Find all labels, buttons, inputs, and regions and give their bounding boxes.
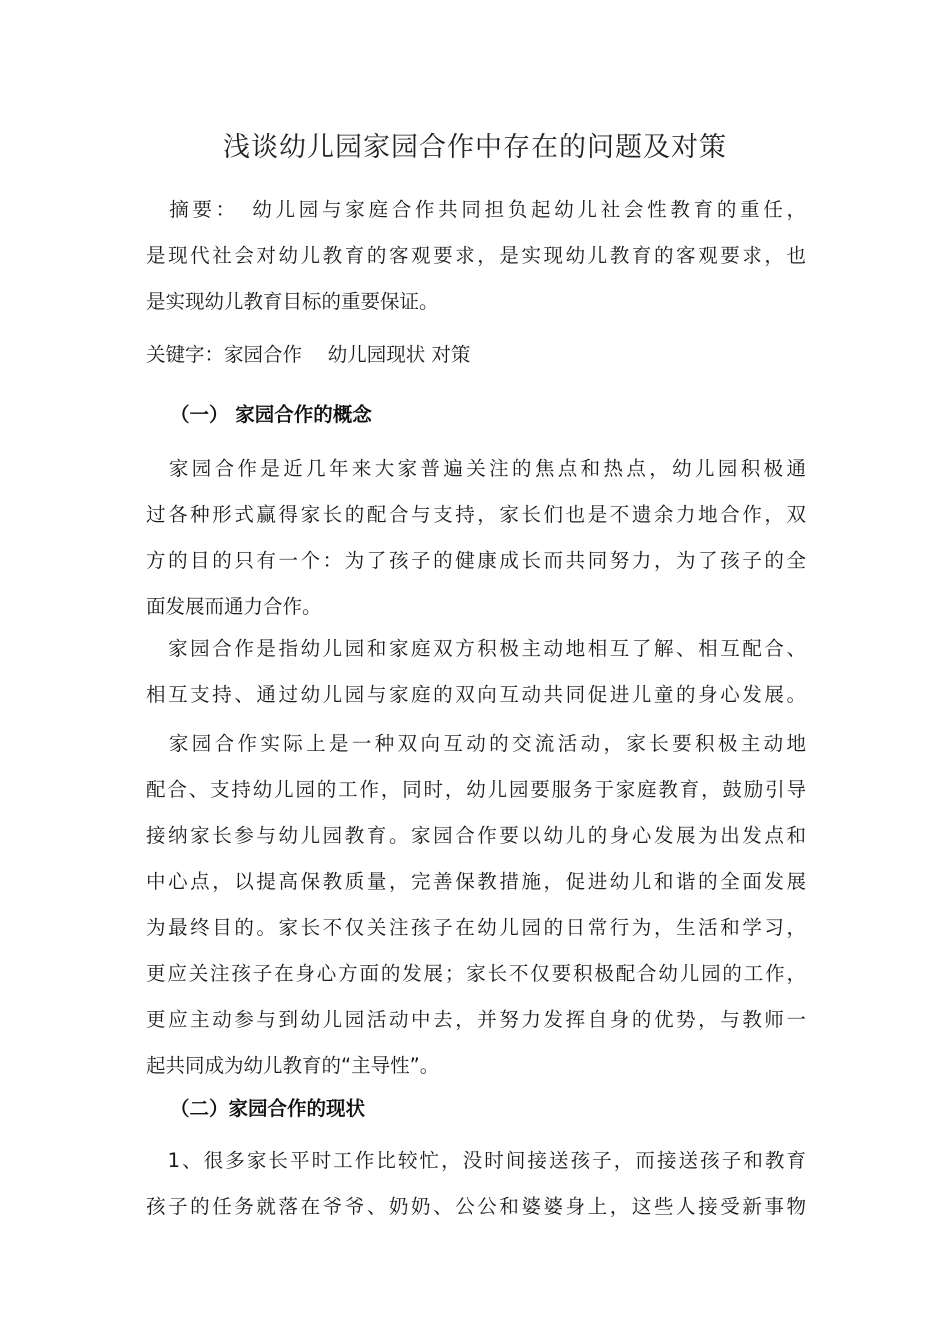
abstract-line: 是现代社会对幼儿教育的客观要求，是实现幼儿教育的客观要求，也 [146,244,806,267]
paragraph-line: 1、很多家长平时工作比较忙，没时间接送孩子，而接送孩子和教育 [146,1149,806,1172]
paragraph-line: 为最终目的。家长不仅关注孩子在幼儿园的日常行为，生活和学习， [146,916,806,939]
paragraph-line: 面发展而通力合作。 [146,595,322,618]
paragraph-line: 更应主动参与到幼儿园活动中去，并努力发挥自身的优势，与教师一 [146,1008,806,1031]
body-paragraph-3 [146,721,806,1089]
paragraph-line: 配合、支持幼儿园的工作，同时，幼儿园要服务于家庭教育，鼓励引导 [146,778,806,801]
section-heading-status: （二）家园合作的现状 [170,1097,366,1120]
body-paragraph-2 [146,626,806,718]
body-paragraph-1 [146,446,806,630]
paragraph-line: 方的目的只有一个：为了孩子的健康成长而共同努力，为了孩子的全 [146,549,806,572]
paragraph-line: 更应关注孩子在身心方面的发展；家长不仅要积极配合幼儿园的工作， [146,962,806,985]
keywords-paragraph [146,332,806,378]
paragraph-line: 相互支持、通过幼儿园与家庭的双向互动共同促进儿童的身心发展。 [146,683,806,706]
abstract-paragraph [146,187,806,325]
keywords-line: 关键字：家园合作 幼儿园现状 对策 [146,343,471,366]
section-heading-concept: （一） 家园合作的概念 [170,403,372,426]
paragraph-line: 起共同成为幼儿教育的“主导性”。 [146,1054,440,1077]
paragraph-line: 中心点，以提高保教质量，完善保教措施，促进幼儿和谐的全面发展 [146,870,806,893]
paragraph-line: 过各种形式赢得家长的配合与支持，家长们也是不遗余力地合作，双 [146,503,806,526]
paragraph-line: 家园合作实际上是一种双向互动的交流活动，家长要积极主动地 [146,732,806,755]
paragraph-line: 孩子的任务就落在爷爷、奶奶、公公和婆婆身上，这些人接受新事物 [146,1195,806,1218]
abstract-line: 是实现幼儿教育目标的重要保证。 [146,290,439,313]
paragraph-line: 接纳家长参与幼儿园教育。家园合作要以幼儿的身心发展为出发点和 [146,824,806,847]
abstract-line: 摘要： 幼儿园与家庭合作共同担负起幼儿社会性教育的重任， [146,198,806,221]
paragraph-line: 家园合作是指幼儿园和家庭双方积极主动地相互了解、相互配合、 [146,637,806,660]
paragraph-line: 家园合作是近几年来大家普遍关注的焦点和热点，幼儿园积极通 [146,457,806,480]
body-paragraph-4 [146,1138,806,1230]
document-title: 浅谈幼儿园家园合作中存在的问题及对策 [223,132,727,163]
